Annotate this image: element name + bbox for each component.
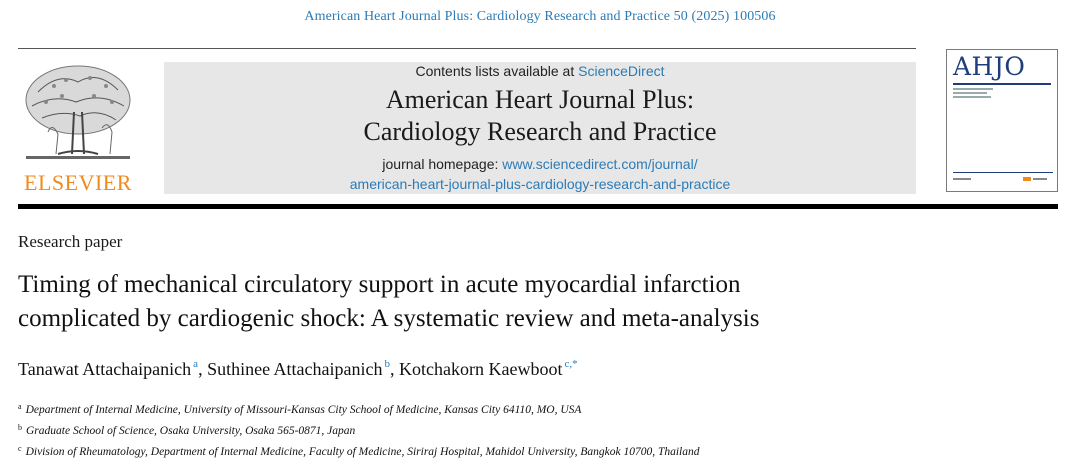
elsevier-logo[interactable]: [18, 62, 138, 194]
affiliation-mark: a: [18, 402, 22, 411]
author-separator: ,: [390, 359, 395, 379]
elsevier-tree-icon: [18, 62, 138, 166]
journal-homepage: [164, 154, 916, 194]
article-title-line1: Timing of mechanical circulatory support in acute myocardial infarction: [18, 271, 741, 298]
affiliation-item: [18, 419, 700, 440]
journal-cover-thumbnail[interactable]: [946, 49, 1058, 192]
article-type: Research paper: [18, 232, 123, 251]
homepage-url-part1[interactable]: www.sciencedirect.com/journal/: [502, 156, 698, 172]
sciencedirect-link[interactable]: ScienceDirect: [578, 63, 665, 79]
journal-banner: [164, 62, 916, 194]
author-name[interactable]: Tanawat Attachaipanich: [18, 359, 192, 379]
affiliation-mark: b: [18, 423, 22, 432]
author-separator: ,: [198, 359, 203, 379]
contents-prefix: Contents lists available at: [415, 63, 579, 79]
journal-citation[interactable]: American Heart Journal Plus: Cardiology Research and Practice 50 (2025) 100506: [304, 9, 776, 24]
elsevier-wordmark: ELSEVIER: [24, 170, 132, 195]
affiliation-text: Graduate School of Science, Osaka University, Osaka 565-0871, Japan: [26, 425, 356, 437]
author-affiliation-mark[interactable]: c,*: [564, 358, 578, 370]
journal-title-line1: American Heart Journal Plus:: [385, 85, 695, 114]
author-list: [18, 358, 578, 380]
affiliation-item: [18, 398, 700, 419]
author-affiliation-mark[interactable]: a: [193, 358, 199, 370]
contents-line: [164, 63, 916, 79]
affiliation-list: [18, 398, 700, 461]
header-thick-rule: [18, 204, 1058, 209]
author-name[interactable]: Kotchakorn Kaewboot: [399, 359, 563, 379]
affiliation-mark: c: [18, 444, 22, 453]
author-name[interactable]: Suthinee Attachaipanich: [207, 359, 383, 379]
affiliation-text: Division of Rheumatology, Department of Internal Medicine, Faculty of Medicine, Siriraj Hospital, Mahidol University, Bangkok 10700, Thailand: [25, 446, 700, 458]
article-title-line2: complicated by cardiogenic shock: A systematic review and meta-analysis: [18, 305, 760, 332]
cover-title-bar: [953, 83, 1051, 85]
journal-title: [164, 84, 916, 148]
author-affiliation-mark[interactable]: b: [384, 358, 391, 370]
homepage-prefix: journal homepage:: [382, 156, 503, 172]
article-title: [18, 268, 1058, 336]
affiliation-text: Department of Internal Medicine, University of Missouri-Kansas City School of Medicine, Kansas City 64110, MO, USA: [25, 404, 582, 416]
cover-text-lines-icon: [953, 88, 1053, 188]
header-divider: [18, 48, 916, 49]
cover-title: AHJO: [953, 52, 1026, 81]
journal-title-line2: Cardiology Research and Practice: [363, 117, 717, 146]
homepage-url-part2[interactable]: american-heart-journal-plus-cardiology-research-and-practice: [349, 176, 731, 192]
affiliation-item: [18, 440, 700, 461]
